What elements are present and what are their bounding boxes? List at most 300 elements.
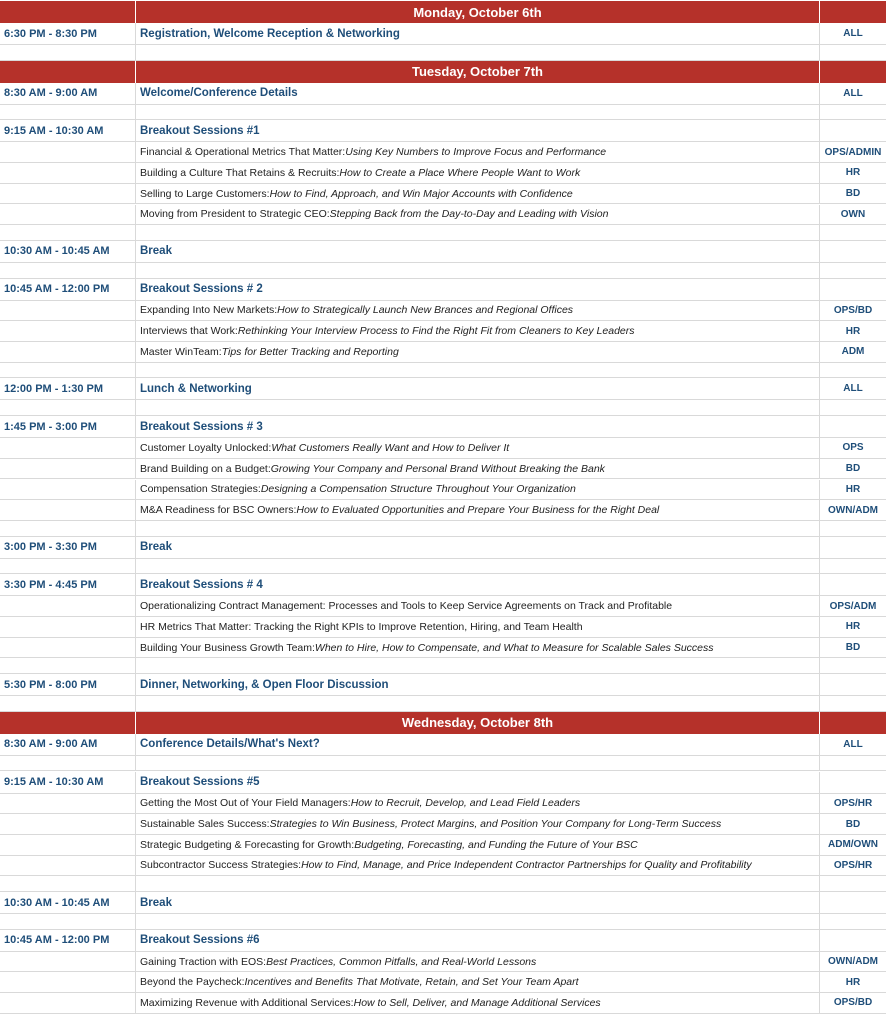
event-row xyxy=(0,378,886,400)
spacer-cell xyxy=(0,876,136,891)
audience-cell xyxy=(820,993,886,1013)
session-time-cell xyxy=(0,617,136,637)
session-main-title: Moving from President to Strategic CEO: xyxy=(140,208,330,221)
session-description-cell xyxy=(136,459,820,479)
session-row xyxy=(0,814,886,835)
session-description-cell xyxy=(136,617,820,637)
audience-cell xyxy=(820,378,886,399)
event-title-cell xyxy=(136,378,820,399)
session-description-cell xyxy=(136,638,820,658)
session-main-title: Building Your Business Growth Team: xyxy=(140,641,315,654)
session-description-cell xyxy=(136,500,820,520)
event-time: 10:45 AM - 12:00 PM xyxy=(4,934,110,947)
spacer-row xyxy=(0,400,886,416)
audience-cell xyxy=(820,596,886,616)
event-time-cell xyxy=(0,279,136,300)
audience-cell xyxy=(820,83,886,104)
session-subtitle: Using Key Numbers to Improve Focus and Performance xyxy=(345,146,607,159)
event-title: Breakout Sessions # 4 xyxy=(140,578,263,591)
audience-cell xyxy=(820,814,886,834)
session-main-title: Customer Loyalty Unlocked: xyxy=(140,441,272,454)
audience-cell xyxy=(820,500,886,520)
spacer-cell xyxy=(136,521,820,536)
event-title-cell xyxy=(136,892,820,913)
day-header xyxy=(0,61,886,83)
session-description-cell xyxy=(136,972,820,992)
session-time-cell xyxy=(0,794,136,814)
spacer-cell xyxy=(136,559,820,574)
session-subtitle: Incentives and Benefits That Motivate, Retain, and Set Your Team Apart xyxy=(244,976,579,989)
audience-cell xyxy=(820,279,886,300)
session-description-cell xyxy=(136,163,820,183)
audience-cell xyxy=(820,241,886,262)
spacer-row xyxy=(0,105,886,121)
session-time-cell xyxy=(0,500,136,520)
session-subtitle: How to Create a Place Where People Want to Work xyxy=(339,166,581,179)
session-time-cell xyxy=(0,856,136,876)
session-description-cell xyxy=(136,835,820,855)
event-time-cell xyxy=(0,378,136,399)
audience-tag: BD xyxy=(845,188,861,200)
audience-tag: HR xyxy=(845,325,861,337)
audience-tag: BD xyxy=(845,463,861,475)
spacer-cell xyxy=(136,400,820,415)
audience-tag: OPS/ADM xyxy=(829,600,877,612)
spacer-row xyxy=(0,363,886,379)
session-description-cell xyxy=(136,856,820,876)
event-title-cell xyxy=(136,930,820,951)
event-time: 6:30 PM - 8:30 PM xyxy=(4,27,97,40)
spacer-cell xyxy=(136,263,820,278)
day-header-time-cell xyxy=(0,61,136,83)
event-title-cell xyxy=(136,120,820,141)
spacer-cell xyxy=(820,876,886,891)
session-subtitle: Rethinking Your Interview Process to Find the Right Fit from Cleaners to Key Leaders xyxy=(237,325,635,338)
session-main-title: Beyond the Paycheck: xyxy=(140,976,245,989)
event-title: Break xyxy=(140,541,172,554)
session-main-title: Expanding Into New Markets: xyxy=(140,304,278,317)
event-row xyxy=(0,892,886,914)
session-main-title: Getting the Most Out of Your Field Managers: xyxy=(140,797,351,810)
event-title: Dinner, Networking, & Open Floor Discussion xyxy=(140,678,389,691)
session-main-title: Interviews that Work: xyxy=(140,325,238,338)
spacer-cell xyxy=(136,105,820,120)
session-time-cell xyxy=(0,301,136,321)
spacer-cell xyxy=(820,105,886,120)
session-time-cell xyxy=(0,972,136,992)
event-row xyxy=(0,241,886,263)
session-time-cell xyxy=(0,342,136,362)
audience-tag: HR xyxy=(845,621,861,633)
session-description-cell xyxy=(136,205,820,225)
event-time-cell xyxy=(0,416,136,437)
session-time-cell xyxy=(0,459,136,479)
event-title-cell xyxy=(136,279,820,300)
spacer-cell xyxy=(820,559,886,574)
session-description-cell xyxy=(136,596,820,616)
audience-cell xyxy=(820,972,886,992)
session-description-cell xyxy=(136,952,820,972)
session-row xyxy=(0,438,886,459)
spacer-row xyxy=(0,45,886,61)
audience-cell xyxy=(820,892,886,913)
audience-tag: ALL xyxy=(843,383,863,395)
audience-tag: OPS xyxy=(842,442,864,454)
audience-tag: ADM xyxy=(841,346,865,358)
spacer-cell xyxy=(820,400,886,415)
session-main-title: Master WinTeam: xyxy=(140,345,222,358)
event-time: 3:30 PM - 4:45 PM xyxy=(4,578,97,591)
audience-cell xyxy=(820,952,886,972)
event-time: 3:00 PM - 3:30 PM xyxy=(4,541,97,554)
spacer-cell xyxy=(820,521,886,536)
session-subtitle: Designing a Compensation Structure Throughout Your Organization xyxy=(260,483,576,496)
spacer-row xyxy=(0,876,886,892)
audience-tag: HR xyxy=(845,483,861,495)
session-time-cell xyxy=(0,638,136,658)
event-row xyxy=(0,734,886,756)
event-row xyxy=(0,574,886,596)
spacer-cell xyxy=(820,225,886,240)
session-main-title: Brand Building on a Budget: xyxy=(140,462,271,475)
event-row xyxy=(0,674,886,696)
spacer-cell xyxy=(0,559,136,574)
session-main-title: Subcontractor Success Strategies: xyxy=(140,859,302,872)
spacer-cell xyxy=(136,363,820,378)
session-time-cell xyxy=(0,993,136,1013)
audience-cell xyxy=(820,416,886,437)
day-header xyxy=(0,1,886,23)
event-time: 10:30 AM - 10:45 AM xyxy=(4,896,110,909)
audience-tag: OWN xyxy=(840,208,866,220)
audience-cell xyxy=(820,835,886,855)
session-description-cell xyxy=(136,342,820,362)
session-subtitle: When to Hire, How to Compensate, and What to Measure for Scalable Sales Success xyxy=(314,641,714,654)
event-title: Breakout Sessions # 2 xyxy=(140,283,263,296)
session-description-cell xyxy=(136,321,820,341)
audience-tag: OPS/BD xyxy=(833,997,873,1009)
audience-cell xyxy=(820,930,886,951)
event-title: Breakout Sessions #6 xyxy=(140,934,260,947)
audience-cell xyxy=(820,480,886,500)
event-title-cell xyxy=(136,23,820,44)
session-time-cell xyxy=(0,480,136,500)
audience-cell xyxy=(820,794,886,814)
audience-tag: ALL xyxy=(843,87,863,99)
session-row xyxy=(0,342,886,363)
event-time-cell xyxy=(0,930,136,951)
event-time: 1:45 PM - 3:00 PM xyxy=(4,420,97,433)
session-description-cell xyxy=(136,480,820,500)
event-title: Welcome/Conference Details xyxy=(140,87,298,100)
session-subtitle: How to Evaluated Opportunities and Prepare Your Business for the Right Deal xyxy=(296,504,660,517)
session-time-cell xyxy=(0,321,136,341)
event-row xyxy=(0,537,886,559)
session-row xyxy=(0,163,886,184)
audience-cell xyxy=(820,163,886,183)
audience-tag: BD xyxy=(845,642,861,654)
audience-cell xyxy=(820,342,886,362)
audience-tag: ALL xyxy=(843,738,863,750)
event-title: Breakout Sessions #1 xyxy=(140,124,260,137)
session-row xyxy=(0,835,886,856)
event-time: 8:30 AM - 9:00 AM xyxy=(4,87,98,100)
session-main-title: Sustainable Sales Success: xyxy=(140,818,270,831)
session-main-title: Building a Culture That Retains & Recruits: xyxy=(140,166,340,179)
session-subtitle: Strategies to Win Business, Protect Margins, and Position Your Company for Long-Term Success xyxy=(269,818,722,831)
event-title-cell xyxy=(136,734,820,755)
spacer-cell xyxy=(820,756,886,771)
audience-tag: OWN/ADM xyxy=(828,504,878,516)
day-header-title-cell xyxy=(136,712,820,734)
event-title: Lunch & Networking xyxy=(140,382,252,395)
session-subtitle: How to Sell, Deliver, and Manage Additional Services xyxy=(353,996,601,1009)
audience-tag: OPS/BD xyxy=(833,304,873,316)
session-time-cell xyxy=(0,184,136,204)
spacer-cell xyxy=(0,225,136,240)
day-title: Monday, October 6th xyxy=(413,4,542,20)
event-time-cell xyxy=(0,83,136,104)
audience-tag: ALL xyxy=(843,28,863,39)
session-row xyxy=(0,205,886,226)
session-row xyxy=(0,301,886,322)
audience-tag: OPS/HR xyxy=(833,859,873,871)
session-subtitle: Budgeting, Forecasting, and Funding the Future of Your BSC xyxy=(354,838,638,851)
session-row xyxy=(0,500,886,521)
day-header-audience-cell xyxy=(820,61,886,83)
session-main-title: Maximizing Revenue with Additional Services: xyxy=(140,996,354,1009)
day-header-title-cell xyxy=(136,61,820,83)
spacer-cell xyxy=(0,263,136,278)
spacer-row xyxy=(0,559,886,575)
event-title-cell xyxy=(136,772,820,793)
session-main-title: Financial & Operational Metrics That Matter: xyxy=(140,146,346,159)
session-description-cell xyxy=(136,814,820,834)
session-row xyxy=(0,321,886,342)
session-row xyxy=(0,972,886,993)
spacer-cell xyxy=(0,521,136,536)
spacer-row xyxy=(0,658,886,674)
event-title-cell xyxy=(136,537,820,558)
session-subtitle: Best Practices, Common Pitfalls, and Real-World Lessons xyxy=(266,955,537,968)
session-row xyxy=(0,856,886,877)
spacer-cell xyxy=(820,658,886,673)
event-row xyxy=(0,23,886,45)
spacer-cell xyxy=(0,45,136,60)
event-time: 8:30 AM - 9:00 AM xyxy=(4,738,98,751)
session-row xyxy=(0,480,886,501)
session-subtitle: Tips for Better Tracking and Reporting xyxy=(221,345,399,358)
event-time: 12:00 PM - 1:30 PM xyxy=(4,382,104,395)
session-main-title: Selling to Large Customers: xyxy=(140,187,270,200)
audience-cell xyxy=(820,23,886,44)
event-row xyxy=(0,83,886,105)
day-title: Wednesday, October 8th xyxy=(401,715,554,731)
audience-cell xyxy=(820,321,886,341)
session-time-cell xyxy=(0,952,136,972)
audience-cell xyxy=(820,617,886,637)
event-time-cell xyxy=(0,241,136,262)
session-row xyxy=(0,638,886,659)
spacer-cell xyxy=(136,45,820,60)
event-time: 10:30 AM - 10:45 AM xyxy=(4,245,110,258)
audience-cell xyxy=(820,856,886,876)
audience-tag: OPS/HR xyxy=(833,797,873,809)
spacer-cell xyxy=(820,914,886,929)
event-title-cell xyxy=(136,241,820,262)
audience-cell xyxy=(820,734,886,755)
session-time-cell xyxy=(0,142,136,162)
audience-tag: OWN/ADM xyxy=(828,956,878,968)
event-title: Breakout Sessions # 3 xyxy=(140,420,263,433)
session-description-cell xyxy=(136,301,820,321)
event-time: 10:45 AM - 12:00 PM xyxy=(4,283,110,296)
event-time: 5:30 PM - 8:00 PM xyxy=(4,678,97,691)
spacer-row xyxy=(0,914,886,930)
session-main-title: Strategic Budgeting & Forecasting for Growth: xyxy=(140,838,355,851)
session-time-cell xyxy=(0,163,136,183)
spacer-row xyxy=(0,263,886,279)
audience-cell xyxy=(820,638,886,658)
event-title-cell xyxy=(136,416,820,437)
audience-cell xyxy=(820,459,886,479)
audience-cell xyxy=(820,142,886,162)
spacer-cell xyxy=(0,914,136,929)
audience-tag: HR xyxy=(845,167,861,179)
session-main-title: Compensation Strategies: xyxy=(140,483,261,496)
session-description-cell xyxy=(136,794,820,814)
event-row xyxy=(0,772,886,794)
day-title: Tuesday, October 7th xyxy=(412,64,543,80)
audience-cell xyxy=(820,184,886,204)
session-time-cell xyxy=(0,596,136,616)
event-time: 9:15 AM - 10:30 AM xyxy=(4,124,104,137)
event-row xyxy=(0,930,886,952)
event-title: Break xyxy=(140,896,172,909)
event-time-cell xyxy=(0,120,136,141)
session-row xyxy=(0,952,886,973)
audience-cell xyxy=(820,120,886,141)
session-subtitle: What Customers Really Want and How to Deliver It xyxy=(271,441,510,454)
session-row xyxy=(0,596,886,617)
event-title: Registration, Welcome Reception & Networking xyxy=(140,27,400,40)
session-description-cell xyxy=(136,993,820,1013)
audience-cell xyxy=(820,574,886,595)
event-time-cell xyxy=(0,772,136,793)
event-title-cell xyxy=(136,674,820,695)
spacer-cell xyxy=(136,658,820,673)
day-header-title-cell xyxy=(136,1,820,23)
audience-cell xyxy=(820,674,886,695)
session-time-cell xyxy=(0,438,136,458)
session-time-cell xyxy=(0,814,136,834)
spacer-cell xyxy=(0,658,136,673)
session-time-cell xyxy=(0,205,136,225)
spacer-cell xyxy=(820,45,886,60)
spacer-cell xyxy=(136,756,820,771)
day-header-time-cell xyxy=(0,1,136,23)
session-subtitle: How to Find, Manage, and Price Independent Contractor Partnerships for Quality and Profitability xyxy=(301,859,752,872)
audience-tag: ADM/OWN xyxy=(828,839,878,851)
session-row xyxy=(0,617,886,638)
audience-tag: BD xyxy=(845,818,861,830)
spacer-cell xyxy=(820,363,886,378)
session-time-cell xyxy=(0,835,136,855)
session-main-title: Gaining Traction with EOS: xyxy=(140,955,267,968)
spacer-cell xyxy=(0,400,136,415)
spacer-cell xyxy=(0,756,136,771)
session-description-cell xyxy=(136,142,820,162)
session-main-title: HR Metrics That Matter: Tracking the Right KPIs to Improve Retention, Hiring, and Team Health xyxy=(140,620,583,633)
spacer-row xyxy=(0,756,886,772)
event-time: 9:15 AM - 10:30 AM xyxy=(4,776,104,788)
session-row xyxy=(0,184,886,205)
event-time-cell xyxy=(0,574,136,595)
event-title: Break xyxy=(140,245,172,258)
spacer-row xyxy=(0,225,886,241)
audience-cell xyxy=(820,537,886,558)
event-time-cell xyxy=(0,674,136,695)
session-row xyxy=(0,142,886,163)
event-time-cell xyxy=(0,892,136,913)
event-time-cell xyxy=(0,23,136,44)
audience-cell xyxy=(820,772,886,793)
audience-cell xyxy=(820,438,886,458)
event-row xyxy=(0,279,886,301)
audience-cell xyxy=(820,301,886,321)
spacer-cell xyxy=(136,696,820,711)
session-main-title: Operationalizing Contract Management: Processes and Tools to Keep Service Agreements on Track and Profitable xyxy=(140,600,673,613)
event-row xyxy=(0,120,886,142)
event-title: Conference Details/What's Next? xyxy=(140,738,320,751)
day-header-audience-cell xyxy=(820,1,886,23)
event-title: Breakout Sessions #5 xyxy=(140,776,260,788)
event-time-cell xyxy=(0,537,136,558)
audience-tag: OPS/ADMIN xyxy=(824,146,882,158)
spacer-cell xyxy=(136,225,820,240)
session-description-cell xyxy=(136,184,820,204)
event-time-cell xyxy=(0,734,136,755)
audience-tag: HR xyxy=(845,976,861,988)
session-row xyxy=(0,459,886,480)
day-header-audience-cell xyxy=(820,712,886,734)
session-subtitle: How to Find, Approach, and Win Major Accounts with Confidence xyxy=(269,187,573,200)
event-row xyxy=(0,416,886,438)
spacer-cell xyxy=(0,363,136,378)
session-subtitle: Growing Your Company and Personal Brand Without Breaking the Bank xyxy=(270,462,605,475)
spacer-row xyxy=(0,696,886,712)
spacer-cell xyxy=(820,263,886,278)
audience-cell xyxy=(820,205,886,225)
spacer-cell xyxy=(136,876,820,891)
session-row xyxy=(0,993,886,1014)
session-subtitle: How to Recruit, Develop, and Lead Field Leaders xyxy=(350,797,581,810)
day-header xyxy=(0,712,886,734)
event-title-cell xyxy=(136,574,820,595)
spacer-cell xyxy=(0,696,136,711)
event-title-cell xyxy=(136,83,820,104)
spacer-row xyxy=(0,521,886,537)
spacer-cell xyxy=(820,696,886,711)
spacer-cell xyxy=(0,105,136,120)
session-subtitle: Stepping Back from the Day-to-Day and Leading with Vision xyxy=(329,208,609,221)
session-description-cell xyxy=(136,438,820,458)
day-header-time-cell xyxy=(0,712,136,734)
session-row xyxy=(0,794,886,815)
session-subtitle: How to Strategically Launch New Brances and Regional Offices xyxy=(277,304,574,317)
session-main-title: M&A Readiness for BSC Owners: xyxy=(140,504,297,517)
spacer-cell xyxy=(136,914,820,929)
